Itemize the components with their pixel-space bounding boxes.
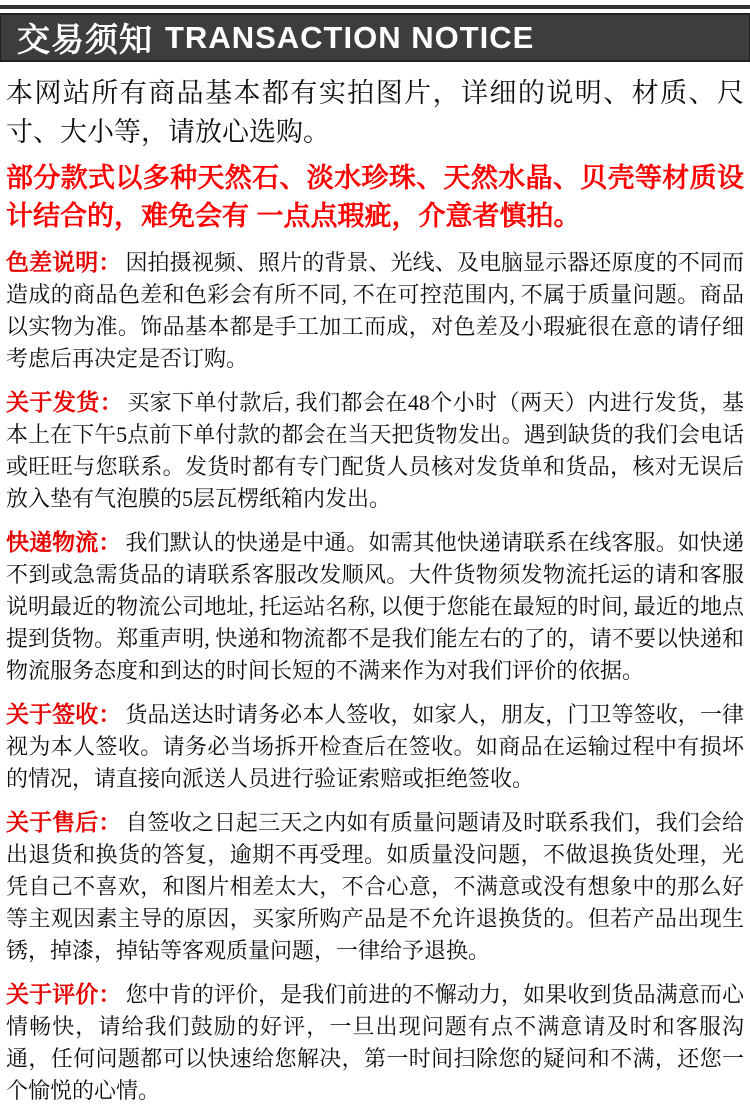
section-after-sales (6, 806, 744, 967)
header-title-chinese: 交易须知 (17, 21, 153, 58)
section-color-difference (6, 246, 744, 375)
section-body-after-sales: 自签收之日起三天之内如有质量问题请及时联系我们，我们会给出退货和换货的答复，逾期不再受理。如质量没问题，不做退换货处理，光凭自己不喜欢，和图片相差太大，不合心意，不满意或没有想象中的那么好等主观因素主导的原因，买家所购产品是不允许退换货的。但若产品出现生锈，掉漆，掉钻等客观质量问题，一律给予退换。 (6, 810, 744, 963)
warning-paragraph: 部分款式以多种天然石、淡水珍珠、天然水晶、贝壳等材质设计结合的，难免会有 一点点瑕疵，介意者慎拍。 (6, 163, 744, 231)
section-body-shipping: 买家下单付款后, 我们都会在48个小时（两天）内进行发货，基本上在下午5点前下单付款的都会在当天把货物发出。遇到缺货的我们会电话或旺旺与您联系。发货时都有专门配货人员核对发货单和货品，核对无误后放入垫有气泡膜的5层瓦楞纸箱内发出。 (6, 390, 744, 511)
section-label-express-logistics: 快递物流： (6, 529, 122, 555)
section-label-shipping: 关于发货： (6, 389, 124, 415)
section-label-color-difference: 色差说明： (6, 249, 122, 275)
section-label-review: 关于评价： (6, 981, 122, 1007)
section-shipping (6, 386, 744, 515)
intro-paragraph: 本网站所有商品基本都有实拍图片，详细的说明、材质、尺寸、大小等，请放心选购。 (6, 78, 744, 147)
section-body-sign-receipt: 货品送达时请务必本人签收，如家人，朋友，门卫等签收，一律视为本人签收。请务必当场拆开检查后在签收。如商品在运输过程中有损坏的情况，请直接向派送人员进行验证索赔或拒绝签收。 (6, 702, 744, 791)
notice-header-bar (0, 13, 750, 62)
section-review (6, 978, 744, 1107)
section-body-color-difference: 因拍摄视频、照片的背景、光线、及电脑显示器还原度的不同而造成的商品色差和色彩会有所不同, 不在可控范围内, 不属于质量问题。商品以实物为准。饰品基本都是手工加工而成，对色差及小瑕疵很在意的请仔细考虑后再决定是否订购。 (6, 250, 744, 371)
section-sign-receipt (6, 698, 744, 795)
section-label-sign-receipt: 关于签收： (6, 701, 122, 727)
section-express-logistics (6, 526, 744, 687)
section-label-after-sales: 关于售后： (6, 809, 122, 835)
top-divider-line (0, 5, 750, 9)
section-body-review: 您中肯的评价，是我们前进的不懈动力，如果收到货品满意而心情畅快，请给我们鼓励的好评，一旦出现问题有点不满意请及时和客服沟通，任何问题都可以快速给您解决，第一时间扫除您的疑问和不满，还您一个愉悦的心情。 (6, 982, 744, 1103)
header-title-english: TRANSACTION NOTICE (165, 19, 535, 55)
notice-content (0, 74, 750, 1107)
section-body-express-logistics: 我们默认的快递是中通。如需其他快递请联系在线客服。如快递不到或急需货品的请联系客服改发顺风。大件货物须发物流托运的请和客服说明最近的物流公司地址, 托运站名称, 以便于您能在最短的时间, 最近的地点提到货物。郑重声明, 快递和物流都不是我们能左右的了的，请不要以快递和物流服务态度和到达的时间长短的不满来作为对我们评价的依据。 (6, 530, 744, 683)
